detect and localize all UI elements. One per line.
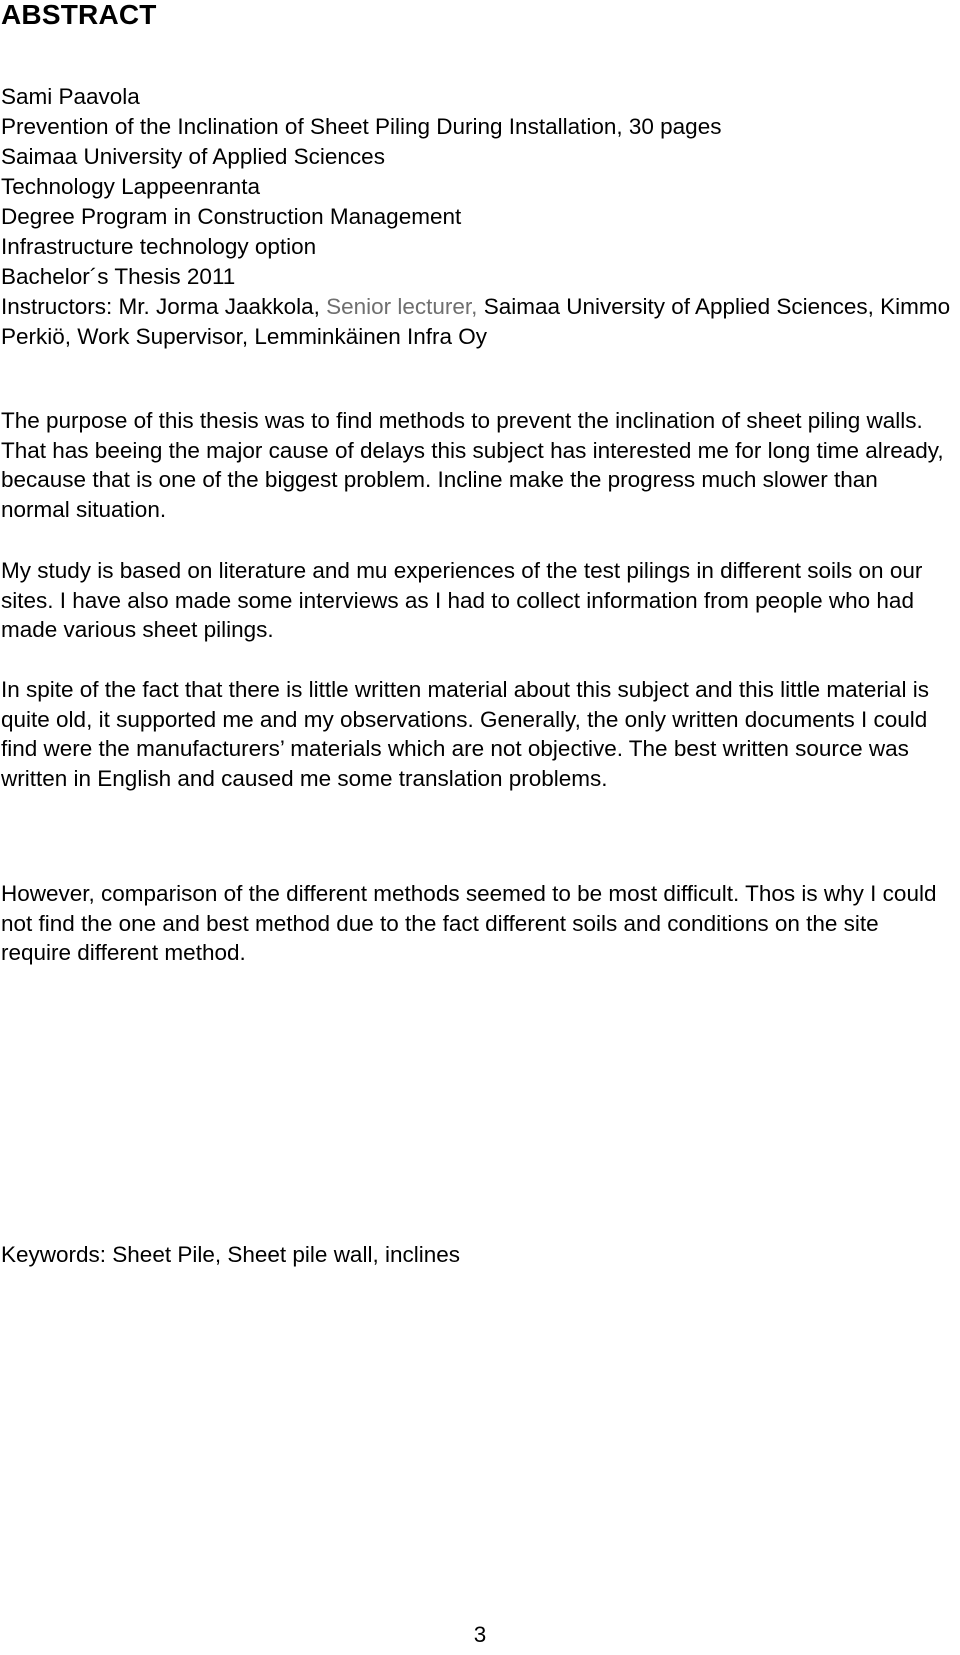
abstract-paragraph-2: My study is based on literature and mu experiences of the test pilings in different soils on our sites. I have also made some interviews as I had to collect information from people who had made various sheet pilings.	[1, 558, 923, 642]
instructors-rest: Saimaa University of Applied Sciences, Kimmo Perkiö, Work Supervisor, Lemminkäinen Infra Oy	[1, 294, 951, 349]
author-name: Sami Paavola	[1, 84, 140, 109]
page-title: ABSTRACT	[1, 0, 157, 30]
degree-program: Degree Program in Construction Management	[1, 204, 462, 229]
instructors-line	[1, 292, 951, 352]
thesis-metadata	[1, 82, 951, 352]
thesis-type-year: Bachelor´s Thesis 2011	[1, 264, 236, 289]
abstract-paragraph-3: In spite of the fact that there is little written material about this subject and this little material is quite old, it supported me and my observations. Generally, the only written documents I could find were the manufacturers’ materials which are not objective. The best written source was written in English and caused me some translation problems.	[1, 677, 929, 791]
keywords-line: Keywords: Sheet Pile, Sheet pile wall, inclines	[1, 1242, 460, 1267]
abstract-paragraph-4: However, comparison of the different methods seemed to be most difficult. Thos is why I could not find the one and best method due to the fact different soils and conditions on the site require different method.	[1, 881, 937, 965]
page-number: 3	[473, 1622, 487, 1647]
abstract-paragraph-1: The purpose of this thesis was to find methods to prevent the inclination of sheet piling walls. That has beeing the major cause of delays this subject has interested me for long time already, because that is one of the biggest problem. Incline make the progress much slower than normal situation.	[1, 408, 944, 522]
faculty-unit: Technology Lappeenranta	[1, 174, 260, 199]
university-name: Saimaa University of Applied Sciences	[1, 144, 385, 169]
thesis-title: Prevention of the Inclination of Sheet Piling During Installation, 30 pages	[1, 114, 722, 139]
instructors-prefix: Instructors: Mr. Jorma Jaakkola,	[1, 294, 327, 319]
study-option: Infrastructure technology option	[1, 234, 317, 259]
instructor-role: Senior lecturer,	[326, 294, 478, 319]
